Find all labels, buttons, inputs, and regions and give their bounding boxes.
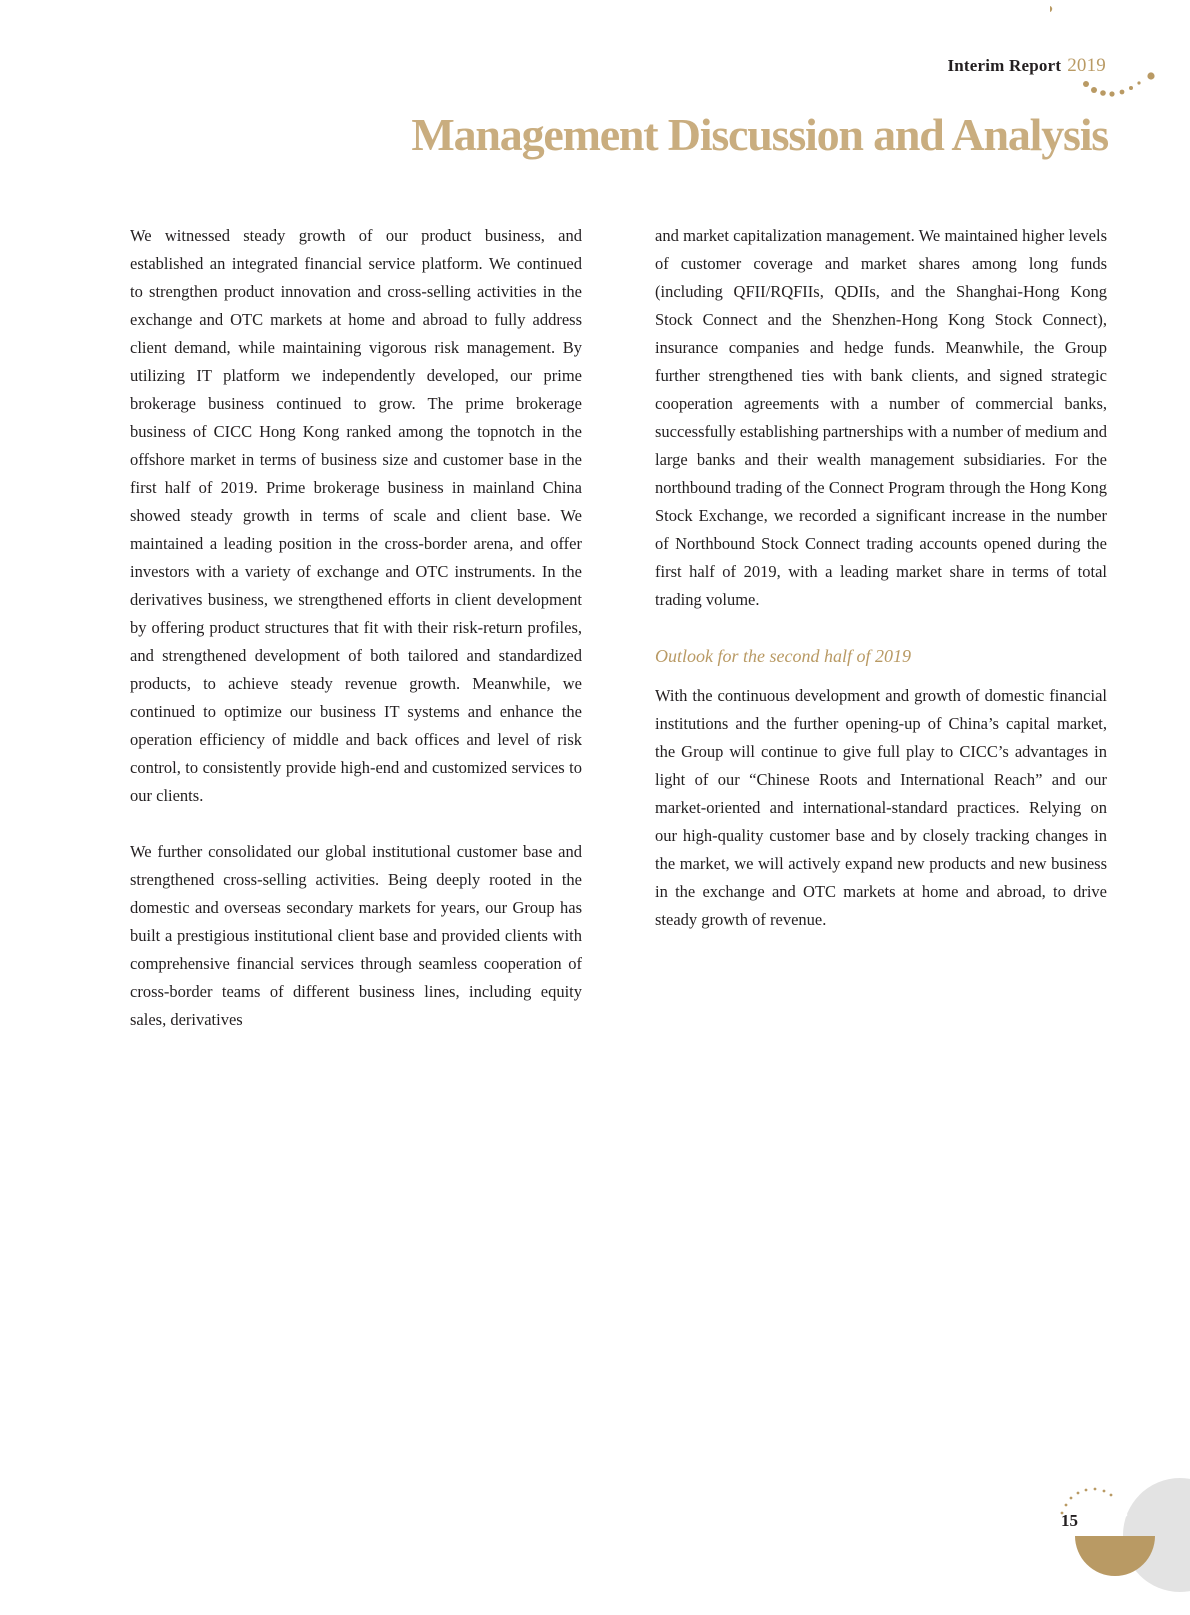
dotted-arc-decoration-top [1050,0,1190,110]
report-label: Interim Report [947,56,1062,75]
body-paragraph: and market capitalization management. We maintained higher levels of customer coverage and market shares among long funds (including QFII/RQFIIs, QDIIs, and the Shanghai-Hong Kong Stock Connect and the Shenzhen-Hong Kong Stock Connect), insurance companies and hedge funds. Meanwhile, the Group further strengthened ties with bank clients, and signed strategic cooperation agreements with a number of commercial banks, successfully establishing partnerships with a number of medium and large banks and their wealth management subsidiaries. For the northbound trading of the Connect Program through the Hong Kong Stock Exchange, we recorded a significant increase in the number of Northbound Stock Connect trading accounts opened during the first half of 2019, with a leading market share in terms of total trading volume. [655,226,1107,609]
page-title: Management Discussion and Analysis [411,109,1108,160]
right-column [655,222,1107,962]
corner-circle-decoration-bottom [1060,1470,1190,1615]
body-paragraph: We witnessed steady growth of our product business, and established an integrated financial service platform. We continued to strengthen product innovation and cross-selling activities in the exchange and OTC markets at home and abroad to fully address client demand, while maintaining vigorous risk management. By utilizing IT platform we independently developed, our prime brokerage business continued to grow. The prime brokerage business of CICC Hong Kong ranked among the topnotch in the offshore market in terms of business size and customer base in the first half of 2019. Prime brokerage business in mainland China showed steady growth in terms of scale and client base. We maintained a leading position in the cross-border arena, and offer investors with a variety of exchange and OTC instruments. In the derivatives business, we strengthened efforts in client development by offering product structures that fit with their risk-return profiles, and strengthened development of both tailored and standardized products, to achieve steady revenue growth. Meanwhile, we continued to optimize our business IT systems and enhance the operation efficiency of middle and back offices and level of risk control, to consistently provide high-end and customized services to our clients. [130,226,582,805]
page-number: 15 [1061,1511,1078,1530]
report-year: 2019 [1067,55,1106,76]
left-column [130,222,582,1062]
body-paragraph: With the continuous development and growth of domestic financial institutions and the further opening-up of China’s capital market, the Group will continue to give full play to CICC’s advantages in light of our “Chinese Roots and International Reach” and our market-oriented and international-standard practices. Relying on our high-quality customer base and by closely tracking changes in the market, we will actively expand new products and new business in the exchange and OTC markets at home and abroad, to drive steady growth of revenue. [655,686,1107,929]
body-paragraph: We further consolidated our global institutional customer base and strengthened cross-selling activities. Being deeply rooted in the domestic and overseas secondary markets for years, our Group has built a prestigious institutional client base and provided clients with comprehensive financial services through seamless cooperation of cross-border teams of different business lines, including equity sales, derivatives [130,842,582,1029]
section-heading: Outlook for the second half of 2019 [655,646,911,666]
